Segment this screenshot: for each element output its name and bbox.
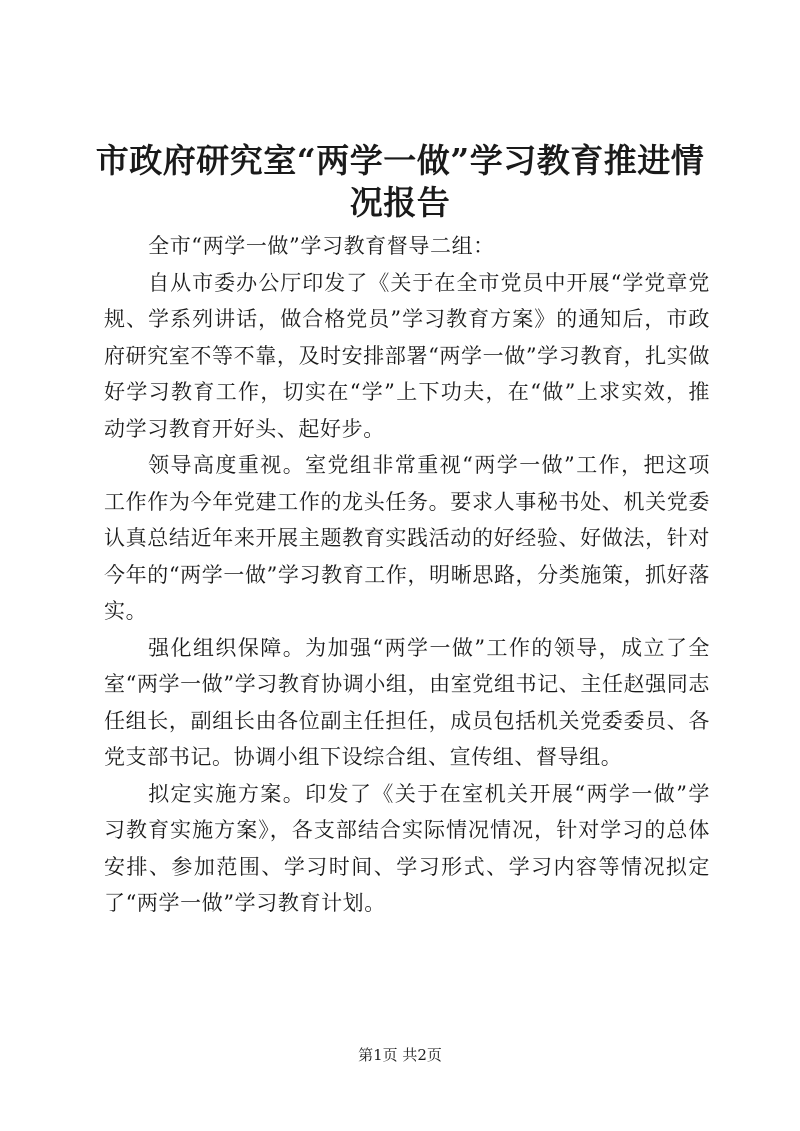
page-number-footer: 第1页 共2页 <box>358 1046 442 1064</box>
paragraph-intro: 自从市委办公厅印发了《关于在全市党员中开展“学党章党规、学系列讲话，做合格党员”学习教育方案》的通知后，市政府研究室不等不靠，及时安排部署“两学一做”学习教育，扎实做好学习教育工作，切实在“学”上下功夫，在“做”上求实效，推动学习教育开好头、起好步。 <box>104 270 710 441</box>
document-title: 市政府研究室“两学一做”学习教育推进情况报告 <box>95 141 705 222</box>
document-body <box>104 228 710 922</box>
paragraph-plan: 拟定实施方案。印发了《关于在室机关开展“两学一做”学习教育实施方案》，各支部结合实际情况情况，针对学习的总体安排、参加范围、学习时间、学习形式、学习内容等情况拟定了“两学一做”学习教育计划。 <box>104 781 710 915</box>
paragraph-leadership: 领导高度重视。室党组非常重视“两学一做”工作，把这项工作作为今年党建工作的龙头任务。要求人事秘书处、机关党委认真总结近年来开展主题教育实践活动的好经验、好做法，针对今年的“两学一做”学习教育工作，明晰思路，分类施策，抓好落实。 <box>104 453 710 623</box>
paragraph-organization: 强化组织保障。为加强“两学一做”工作的领导，成立了全室“两学一做”学习教育协调小组，由室党组书记、主任赵强同志任组长，副组长由各位副主任担任，成员包括机关党委委员、各党支部书记。协调小组下设综合组、宣传组、督导组。 <box>104 635 710 769</box>
paragraph-salutation: 全市“两学一做”学习教育督导二组： <box>148 234 495 258</box>
